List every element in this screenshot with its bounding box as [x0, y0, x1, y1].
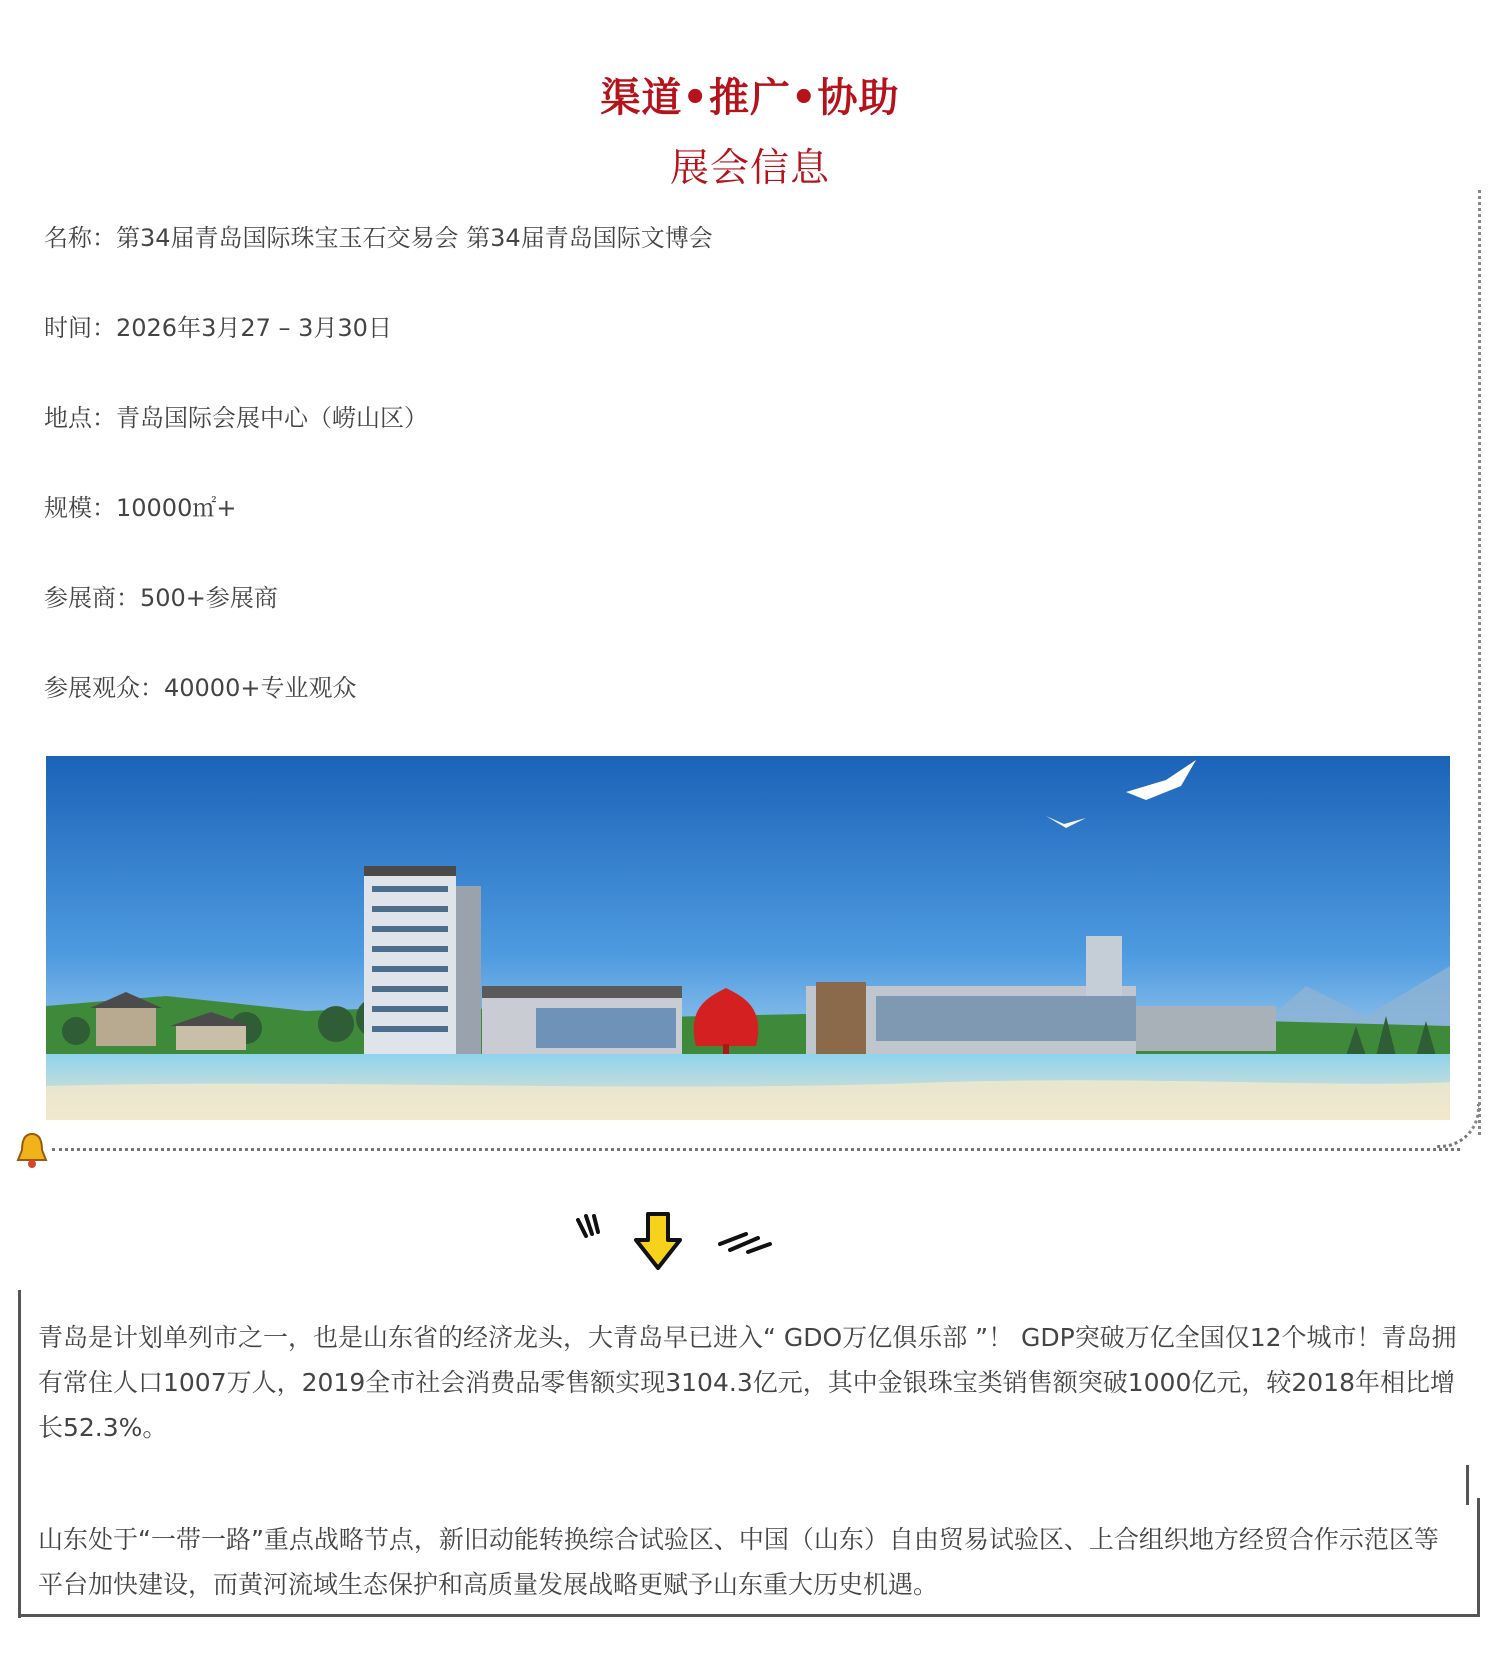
venue-banner-image [46, 756, 1450, 1120]
section-title: 展会信息 [669, 146, 830, 191]
bell-icon [12, 1130, 52, 1170]
info-scale: 规模：10000㎡+ [44, 494, 237, 522]
dotted-border-right [1478, 190, 1481, 1135]
dotted-border-bottom [52, 1148, 1460, 1151]
intro-paragraph-1: 青岛是计划单列市之一，也是山东省的经济龙头，大青岛早已进入“ GDO万亿俱乐部 ”！ GDP突破万亿全国仅12个城市！青岛拥有常住人口1007万人，2019全市社会消费品零售额实现3104.3亿元，其中金银珠宝类销售额突破1000亿元，较2018年相比增长52.3%。 [38, 1323, 1457, 1442]
content-frame-right-accent [1466, 1465, 1469, 1505]
info-exhibitors: 参展商：500+参展商 [44, 584, 278, 612]
info-location: 地点：青岛国际会展中心（崂山区） [44, 404, 428, 432]
content-frame-left [18, 1290, 21, 1618]
info-name: 名称：第34届青岛国际珠宝玉石交易会 第34届青岛国际文博会 [44, 224, 713, 252]
content-frame-right [1477, 1498, 1480, 1616]
content-frame-bottom [18, 1614, 1480, 1617]
info-visitors: 参展观众：40000+专业观众 [44, 674, 357, 702]
info-time: 时间：2026年3月27 – 3月30日 [44, 314, 392, 342]
intro-paragraph-2: 山东处于“一带一路”重点战略节点，新旧动能转换综合试验区、中国（山东）自由贸易试验区、上合组织地方经贸合作示范区等平台加快建设，而黄河流域生态保护和高质量发展战略更赋予山东重大历史机遇。 [38, 1525, 1439, 1599]
down-arrow-icon [570, 1208, 790, 1278]
page-title: 渠道•推广•协助 [600, 75, 900, 121]
